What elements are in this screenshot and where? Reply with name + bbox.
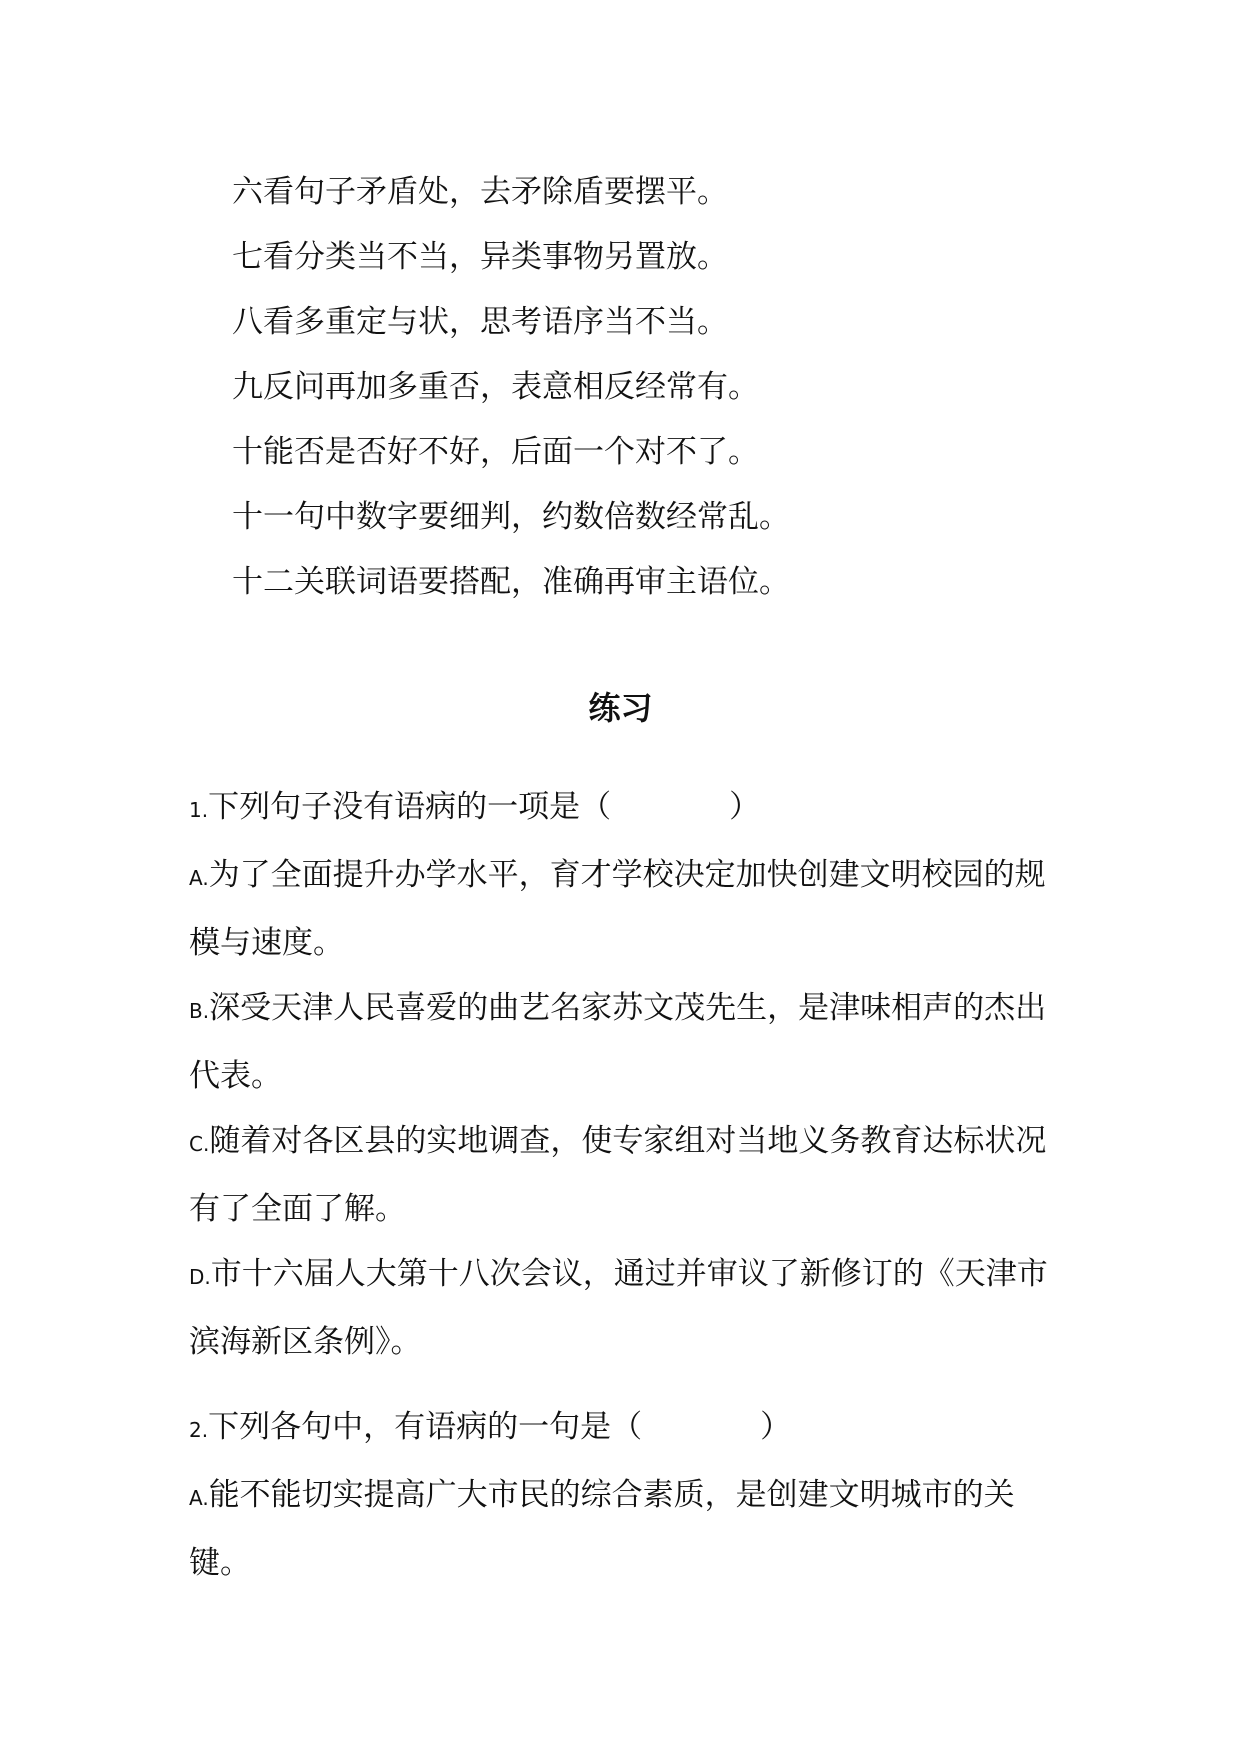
question-number: 1. [189, 798, 209, 822]
option-label: A. [189, 866, 209, 890]
rhyme-line: 十一句中数字要细判，约数倍数经常乱。 [232, 499, 790, 535]
option-label: A. [189, 1486, 209, 1510]
question-stem-text: 下列各句中，有语病的一句是（ [208, 1409, 643, 1445]
question-number: 2. [189, 1418, 209, 1442]
rhyme-line: 八看多重定与状，思考语序当不当。 [232, 304, 728, 340]
question-stem [189, 1395, 1059, 1463]
option-d [189, 1242, 1059, 1375]
option-c [189, 1109, 1059, 1242]
option-text: 为了全面提升办学水平，育才学校决定加快创建文明校园的规模与速度。 [189, 857, 1046, 961]
rhyme-line: 十能否是否好不好，后面一个对不了。 [232, 434, 759, 470]
rhyme-line: 十二关联词语要搭配，准确再审主语位。 [232, 564, 790, 600]
option-text: 市十六届人大第十八次会议，通过并审议了新修订的《天津市滨海新区条例》。 [189, 1256, 1048, 1360]
option-a [189, 843, 1059, 976]
question-2 [189, 1395, 1059, 1596]
rhyme-line: 九反问再加多重否，表意相反经常有。 [232, 369, 759, 405]
option-label: D. [189, 1265, 211, 1289]
question-stem-end: ） [760, 1409, 792, 1445]
rhyme-block [232, 160, 790, 615]
option-label: B. [189, 999, 210, 1023]
question-stem [189, 775, 1059, 843]
option-text: 能不能切实提高广大市民的综合素质，是创建文明城市的关键。 [189, 1477, 1015, 1581]
section-title: 练习 [588, 689, 653, 727]
option-b [189, 976, 1059, 1109]
question-stem-text: 下列句子没有语病的一项是（ [208, 789, 612, 825]
rhyme-line: 七看分类当不当，异类事物另置放。 [232, 239, 728, 275]
option-label: C. [189, 1132, 210, 1156]
option-text: 随着对各区县的实地调查，使专家组对当地义务教育达标状况有了全面了解。 [189, 1123, 1047, 1227]
question-1 [189, 775, 1059, 1375]
question-stem-end: ） [729, 789, 761, 825]
option-a [189, 1463, 1059, 1596]
rhyme-line: 六看句子矛盾处，去矛除盾要摆平。 [232, 174, 728, 210]
option-text: 深受天津人民喜爱的曲艺名家苏文茂先生，是津味相声的杰出代表。 [189, 990, 1047, 1094]
